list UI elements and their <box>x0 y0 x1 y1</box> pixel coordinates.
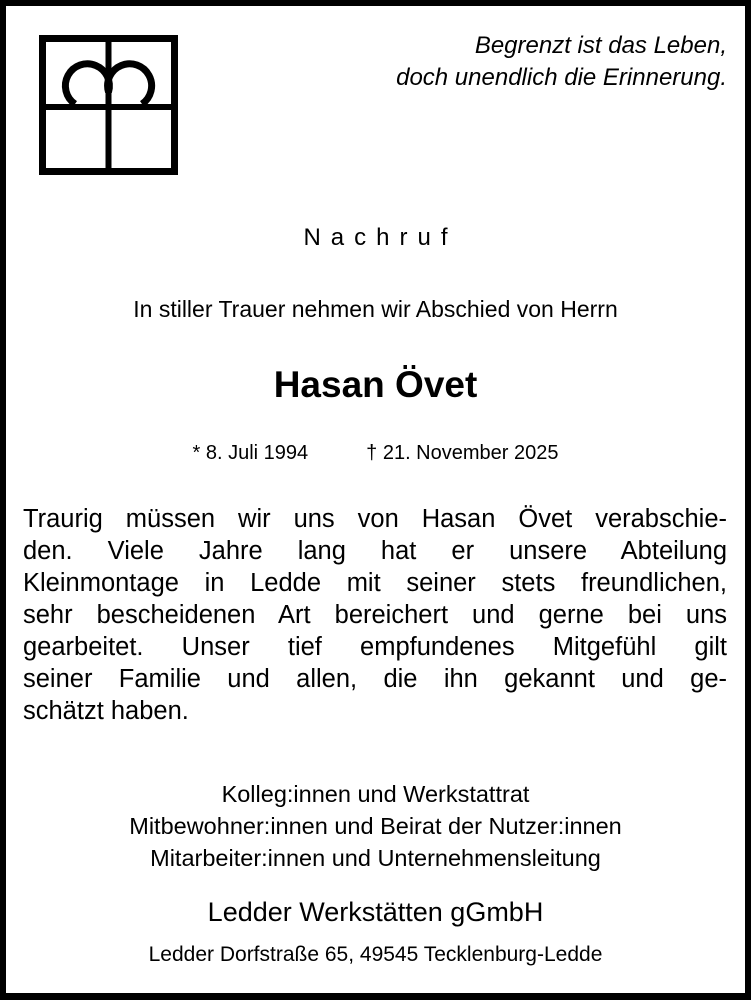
quote-line: Begrenzt ist das Leben, <box>474 32 727 59</box>
body-line: Traurig müssen wir uns von Hasan Övet verabschie- <box>23 505 727 533</box>
signer-line: Mitarbeiter:innen und Unternehmensleitung <box>150 845 601 871</box>
signer-line: Kolleg:innen und Werkstattrat <box>221 781 530 807</box>
life-dates <box>0 442 751 465</box>
body-line: seiner Familie und allen, die ihn gekannt und ge- <box>23 665 727 693</box>
body-line: gearbeitet. Unser tief empfundenes Mitgefühl gilt <box>23 633 727 661</box>
quote-line: doch unendlich die Erinnerung. <box>396 64 727 91</box>
diakonie-cross-icon <box>39 35 178 175</box>
signer-line: Mitbewohner:innen und Beirat der Nutzer:innen <box>129 813 622 839</box>
deceased-name: Hasan Övet <box>273 364 478 405</box>
body-line: Kleinmontage in Ledde mit seiner stets freundlichen, <box>23 569 727 597</box>
organization-address: Ledder Dorfstraße 65, 49545 Tecklenburg-Ledde <box>148 943 603 966</box>
birth-date: * 8. Juli 1994 <box>192 442 309 464</box>
page-title: Nachruf <box>303 224 458 251</box>
body-line: schätzt haben. <box>23 697 189 725</box>
obituary-body <box>23 503 727 727</box>
organization-name: Ledder Werkstätten gGmbH <box>207 897 544 927</box>
body-line: sehr bescheidenen Art bereichert und gerne bei uns <box>23 601 727 629</box>
signers-list <box>0 778 751 874</box>
memorial-quote <box>396 30 727 94</box>
intro-text: In stiller Trauer nehmen wir Abschied von Herrn <box>133 296 618 322</box>
death-date: † 21. November 2025 <box>366 442 559 464</box>
body-line: den. Viele Jahre lang hat er unsere Abteilung <box>23 537 727 565</box>
